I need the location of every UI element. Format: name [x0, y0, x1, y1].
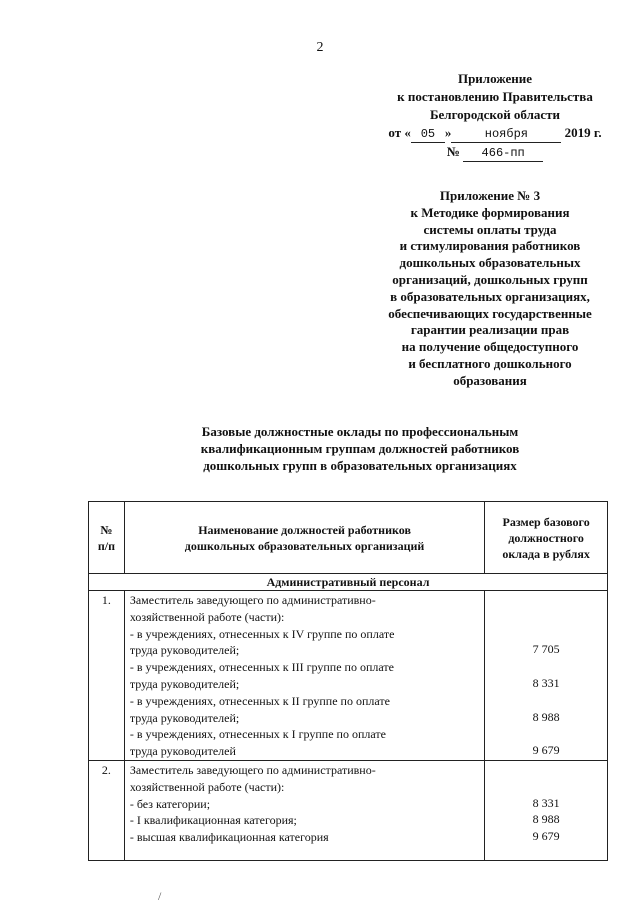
- position-line: - в учреждениях, отнесенных к I группе по оплате: [129, 727, 386, 742]
- position-line: - в учреждениях, отнесенных к II группе по оплате: [129, 693, 390, 708]
- position-line: Заместитель заведующего по административно-: [129, 593, 376, 607]
- position-line: хозяйственной работе (части):: [129, 779, 285, 794]
- table-row: [89, 760, 608, 860]
- header-number-line: п/п: [97, 538, 115, 553]
- position-name: [124, 760, 484, 860]
- salary-value: 8 988: [532, 709, 560, 724]
- row-number: 1.: [89, 591, 125, 761]
- margin-pen-mark: /: [158, 889, 162, 903]
- position-line: - в учреждениях, отнесенных к III группе по оплате: [129, 660, 394, 675]
- salary-value: 9 679: [532, 743, 560, 758]
- salary-values: [485, 760, 608, 860]
- appendix-3-line: гарантии реализации прав: [410, 322, 570, 338]
- header-salary-line: должностного: [508, 530, 584, 545]
- date-prefix: от «: [388, 125, 411, 140]
- header-base-salary: [485, 502, 608, 574]
- appendix-3-line: и бесплатного дошкольного: [408, 355, 572, 371]
- salary-value: 7 705: [532, 642, 560, 657]
- table-row: [89, 591, 608, 761]
- title-line: дошкольных групп в образовательных организациях: [203, 458, 517, 473]
- title-line: квалификационным группам должностей работников: [200, 441, 520, 456]
- position-line: труда руководителей;: [129, 676, 240, 691]
- date-year: 2019 г.: [564, 125, 602, 140]
- appendix-3-line: обеспечивающих государственные: [388, 305, 592, 321]
- appendix-3-line: на получение общедоступного: [401, 339, 579, 355]
- salary-table: [88, 501, 608, 861]
- position-line: - без категории;: [129, 796, 211, 811]
- date-quote-close: »: [444, 125, 452, 140]
- appendix-3-line: дошкольных образовательных: [399, 255, 581, 271]
- page-number: 2: [316, 40, 324, 55]
- appendix-3-line: и стимулирования работников: [399, 238, 581, 254]
- position-line: - в учреждениях, отнесенных к IV группе по оплате: [129, 626, 395, 641]
- appendix-line-2: к постановлению Правительства: [397, 89, 593, 104]
- table-header-row: [89, 502, 608, 574]
- row-number: 2.: [89, 760, 125, 860]
- appendix-3-block: [340, 188, 640, 390]
- appendix-3-line: организаций, дошкольных групп: [392, 271, 588, 287]
- position-line: Заместитель заведующего по административно-: [129, 762, 376, 777]
- salary-value: 9 679: [532, 829, 560, 844]
- salary-value: 8 331: [532, 675, 560, 690]
- position-line: - I квалификационная категория;: [129, 813, 297, 828]
- salary-value: 8 331: [532, 795, 560, 810]
- title-line: Базовые должностные оклады по профессиональным: [201, 424, 519, 439]
- salary-value: 8 988: [532, 812, 560, 827]
- appendix-number-line: [370, 143, 620, 162]
- salary-values: [485, 591, 608, 761]
- section-title: Административный персонал: [89, 574, 608, 591]
- position-name: [124, 591, 484, 761]
- date-month: ноября: [451, 127, 561, 143]
- document-number: 466-пп: [463, 146, 543, 162]
- header-number: [89, 502, 125, 574]
- appendix-line-3: Белгородской области: [429, 107, 561, 122]
- position-line: труда руководителей;: [129, 710, 240, 725]
- header-position-name: [124, 502, 484, 574]
- appendix-3-line: в образовательных организациях,: [390, 288, 590, 304]
- number-prefix: №: [446, 144, 460, 159]
- appendix-date-line: [370, 124, 620, 143]
- document-title: [150, 423, 570, 474]
- header-salary-line: оклада в рублях: [502, 546, 590, 561]
- appendix-3-line: образования: [453, 372, 527, 388]
- section-row: [89, 574, 608, 591]
- appendix-3-line: к Методике формирования: [410, 204, 570, 220]
- position-line: труда руководителей;: [129, 643, 240, 658]
- position-line: хозяйственной работе (части):: [129, 609, 285, 624]
- header-number-line: №: [100, 522, 113, 537]
- appendix-line-1: Приложение: [457, 71, 533, 86]
- header-name-line: Наименование должностей работников: [198, 522, 411, 537]
- position-line: труда руководителей: [129, 744, 236, 759]
- header-salary-line: Размер базового: [502, 514, 590, 529]
- appendix-3-line: системы оплаты труда: [423, 221, 557, 237]
- appendix-3-line: Приложение № 3: [439, 188, 541, 203]
- appendix-header: [370, 70, 620, 162]
- position-line: - высшая квалификационная категория: [129, 830, 329, 845]
- date-day: 05: [411, 127, 445, 143]
- header-name-line: дошкольных образовательных организаций: [184, 538, 425, 553]
